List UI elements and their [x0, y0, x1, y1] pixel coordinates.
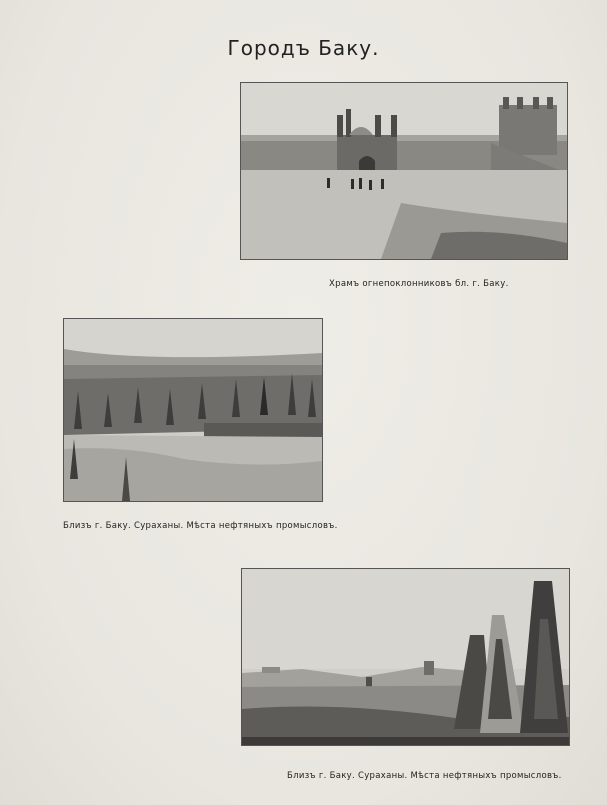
- photo-oil-fields-1: [63, 318, 323, 502]
- photo-caption: Храмъ огнепоклонниковъ бл. г. Баку.: [329, 279, 509, 289]
- fire-temple-image: [241, 83, 567, 259]
- photo-oil-fields-2: [241, 568, 570, 746]
- page-title: Городъ Баку.: [227, 36, 380, 60]
- photo-caption: Близъ г. Баку. Сураханы. Мѣста нефтяныхъ промысловъ.: [63, 521, 338, 531]
- photo-caption: Близъ г. Баку. Сураханы. Мѣста нефтяныхъ промысловъ.: [287, 771, 562, 781]
- photo-fire-temple: [240, 82, 568, 260]
- oil-fields-image: [64, 319, 322, 501]
- oil-derricks-image: [242, 569, 569, 745]
